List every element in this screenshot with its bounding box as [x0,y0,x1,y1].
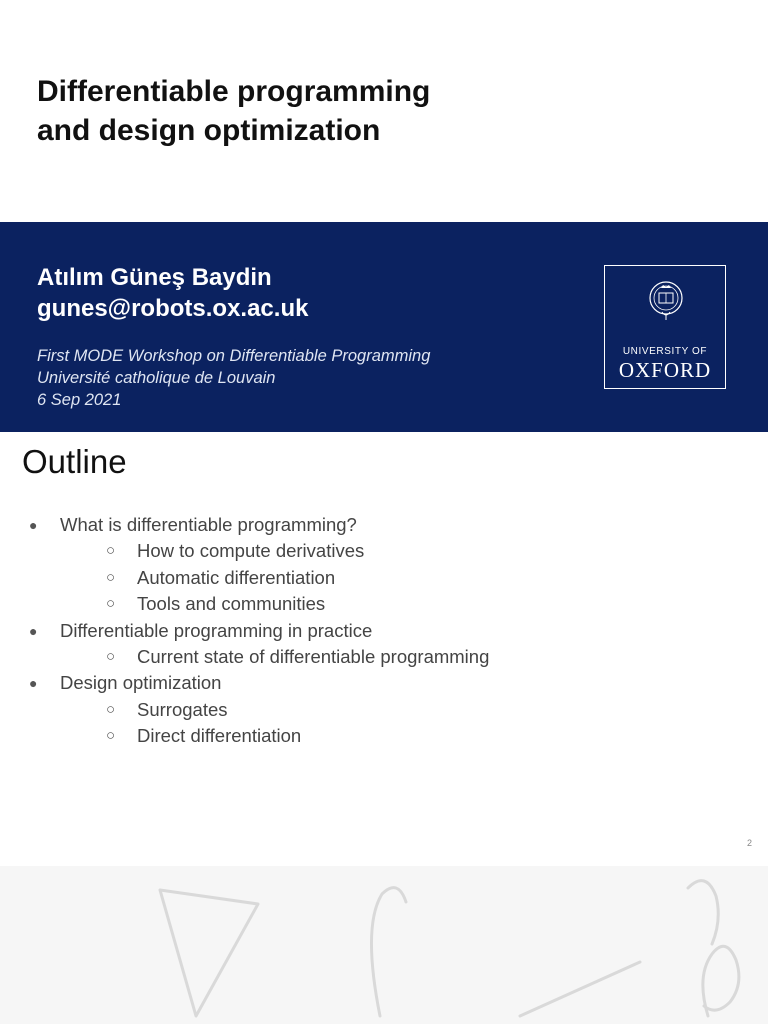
next-slide-partial [0,866,768,1024]
sub-bullet-icon: ○ [106,647,116,665]
outline-item-text: Automatic differentiation [137,566,336,588]
bullet-icon: ● [29,517,38,533]
outline-item [0,670,760,696]
outline-item-text: Differentiable programming in practice [60,619,373,641]
outline-subitem [0,538,760,564]
outline-item-text: What is differentiable programming? [60,514,357,535]
author-band [0,222,768,432]
bullet-icon: ● [29,622,38,639]
math-symbols-sketch-icon [0,866,768,1024]
outline-subitem [0,723,760,749]
logo-university-of: UNIVERSITY OF [622,346,708,357]
oxford-logo [604,265,726,389]
outline-item-text: Design optimization [60,672,222,694]
outline-subitem [0,697,760,723]
bullet-icon: ● [29,675,38,692]
outline-item-text: Tools and communities [137,593,326,615]
author-name: Atılım Güneş Baydin [37,264,272,291]
author-info [37,262,308,324]
sub-bullet-icon: ○ [106,727,116,745]
outline-item-text: Current state of differentiable programming [137,645,490,667]
page-number: 2 [746,838,752,848]
sub-bullet-icon: ○ [106,700,116,718]
presentation-title: Differentiable programming and design optimization [37,75,431,147]
logo-oxford: OXFORD [618,358,712,382]
outline-title: Outline [22,443,127,480]
outline-item-text: Surrogates [137,698,228,720]
outline-item-text: Direct differentiation [137,725,302,747]
sub-bullet-icon: ○ [106,568,116,586]
event-line-3: 6 Sep 2021 [37,391,122,409]
outline-slide [0,432,768,864]
event-line-2: Université catholique de Louvain [37,369,276,387]
oxford-crest-icon [649,274,683,336]
event-line-1: First MODE Workshop on Differentiable Programming [37,347,431,365]
outline-item [0,512,760,538]
outline-subitem [0,591,760,617]
outline-item-text: How to compute derivatives [137,540,365,562]
outline-subitem [0,565,760,591]
outline-subitem [0,644,760,670]
outline-item [0,618,760,644]
title-slide [0,0,768,432]
sub-bullet-icon: ○ [106,542,116,560]
sub-bullet-icon: ○ [106,595,116,613]
event-details [37,345,430,411]
author-email: gunes@robots.ox.ac.uk [37,295,309,322]
outline-list [0,512,760,750]
